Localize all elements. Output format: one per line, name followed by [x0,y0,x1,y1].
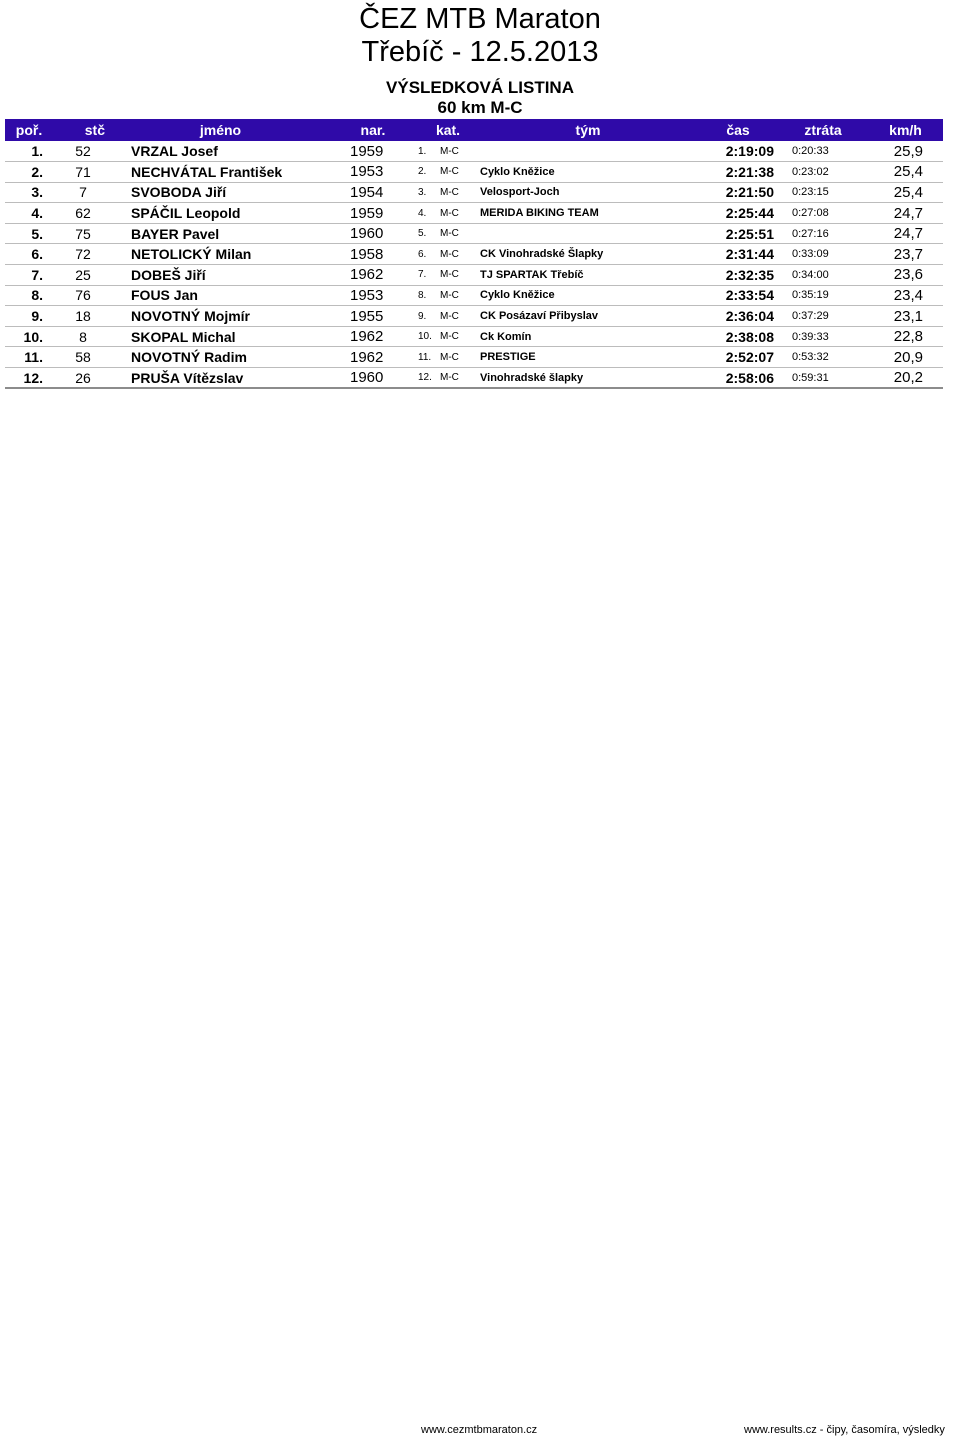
category-cell: M-C [438,223,478,244]
category-cell: M-C [438,306,478,327]
birth-year-cell: 1955 [328,306,418,327]
birth-year-cell: 1959 [328,141,418,162]
col-header-nar: nar. [360,122,386,138]
table-header-row [5,119,943,141]
category-cell: M-C [438,244,478,265]
birth-year-cell: 1960 [328,223,418,244]
rank-cell: 3. [5,182,53,203]
team-cell: PRESTIGE [478,347,698,368]
event-place-date: Třebíč - 12.5.2013 [361,36,599,68]
start-number-cell: 76 [53,285,113,306]
category-cell: M-C [438,265,478,286]
time-loss-cell: 0:34:00 [778,265,868,286]
rank-cell: 4. [5,203,53,224]
rider-name-cell: BAYER Pavel [113,223,328,244]
category-rank-cell: 2. [418,162,438,183]
team-cell [478,223,698,244]
col-header-kmh: km/h [889,122,922,138]
category-cell: M-C [438,203,478,224]
birth-year-cell: 1953 [328,285,418,306]
category-cell: M-C [438,347,478,368]
time-cell: 2:36:04 [698,306,778,327]
time-cell: 2:31:44 [698,244,778,265]
category-cell: M-C [438,162,478,183]
event-title: ČEZ MTB Maraton [359,3,601,35]
time-loss-cell: 0:23:15 [778,182,868,203]
team-cell: CK Vinohradské Šlapky [478,244,698,265]
team-cell: Vinohradské šlapky [478,368,698,389]
table-row [5,162,943,183]
category-cell: M-C [438,326,478,347]
time-loss-cell: 0:53:32 [778,347,868,368]
rank-cell: 10. [5,326,53,347]
col-header-tym: tým [575,122,601,138]
rank-cell: 8. [5,285,53,306]
table-row [5,223,943,244]
speed-cell: 20,9 [868,347,943,368]
time-loss-cell: 0:27:08 [778,203,868,224]
speed-cell: 23,4 [868,285,943,306]
category-rank-cell: 12. [418,368,438,389]
category-rank-cell: 1. [418,141,438,162]
team-cell: TJ SPARTAK Třebíč [478,265,698,286]
category-rank-cell: 5. [418,223,438,244]
time-loss-cell: 0:59:31 [778,368,868,389]
category-rank-cell: 11. [418,347,438,368]
table-row [5,285,943,306]
col-header-kat: kat. [435,122,461,138]
rank-cell: 9. [5,306,53,327]
rank-cell: 11. [5,347,53,368]
col-header-por: poř. [15,122,43,138]
category-cell: M-C [438,182,478,203]
birth-year-cell: 1962 [328,347,418,368]
team-cell: Velosport-Joch [478,182,698,203]
time-loss-cell: 0:39:33 [778,326,868,347]
time-loss-cell: 0:33:09 [778,244,868,265]
rider-name-cell: NETOLICKÝ Milan [113,244,328,265]
time-loss-cell: 0:20:33 [778,141,868,162]
speed-cell: 25,4 [868,162,943,183]
birth-year-cell: 1959 [328,203,418,224]
team-cell: CK Posázaví Přibyslav [478,306,698,327]
category-cell: M-C [438,368,478,389]
rank-cell: 2. [5,162,53,183]
category-rank-cell: 4. [418,203,438,224]
birth-year-cell: 1962 [328,326,418,347]
rider-name-cell: DOBEŠ Jiří [113,265,328,286]
category-rank-cell: 9. [418,306,438,327]
start-number-cell: 58 [53,347,113,368]
team-cell: MERIDA BIKING TEAM [478,203,698,224]
table-row [5,203,943,224]
time-loss-cell: 0:27:16 [778,223,868,244]
start-number-cell: 71 [53,162,113,183]
category-cell: M-C [438,285,478,306]
speed-cell: 23,7 [868,244,943,265]
table-row [5,326,943,347]
time-cell: 2:58:06 [698,368,778,389]
footer-website: www.cezmtbmaraton.cz [421,1424,538,1436]
col-header-ztrata: ztráta [804,122,842,138]
table-row [5,265,943,286]
rank-cell: 12. [5,368,53,389]
speed-cell: 22,8 [868,326,943,347]
start-number-cell: 18 [53,306,113,327]
time-cell: 2:21:50 [698,182,778,203]
table-row [5,141,943,162]
time-cell: 2:32:35 [698,265,778,286]
category-heading: 60 km M-C [437,98,523,117]
table-row [5,368,943,389]
category-rank-cell: 6. [418,244,438,265]
rank-cell: 7. [5,265,53,286]
category-rank-cell: 7. [418,265,438,286]
category-rank-cell: 10. [418,326,438,347]
rank-cell: 1. [5,141,53,162]
category-rank-cell: 3. [418,182,438,203]
rank-cell: 5. [5,223,53,244]
rider-name-cell: NOVOTNÝ Mojmír [113,306,328,327]
time-loss-cell: 0:37:29 [778,306,868,327]
category-rank-cell: 8. [418,285,438,306]
birth-year-cell: 1958 [328,244,418,265]
start-number-cell: 72 [53,244,113,265]
speed-cell: 20,2 [868,368,943,389]
rider-name-cell: VRZAL Josef [113,141,328,162]
time-cell: 2:21:38 [698,162,778,183]
start-number-cell: 52 [53,141,113,162]
table-row [5,306,943,327]
time-loss-cell: 0:23:02 [778,162,868,183]
results-body [5,141,943,388]
start-number-cell: 25 [53,265,113,286]
time-loss-cell: 0:35:19 [778,285,868,306]
col-header-jmeno: jméno [199,122,242,138]
team-cell: Ck Komín [478,326,698,347]
rider-name-cell: NECHVÁTAL František [113,162,328,183]
team-cell [478,141,698,162]
rider-name-cell: PRUŠA Vítězslav [113,368,328,389]
team-cell: Cyklo Kněžice [478,285,698,306]
table-row [5,347,943,368]
speed-cell: 25,4 [868,182,943,203]
category-cell: M-C [438,141,478,162]
rider-name-cell: NOVOTNÝ Radim [113,347,328,368]
speed-cell: 24,7 [868,203,943,224]
rider-name-cell: SKOPAL Michal [113,326,328,347]
birth-year-cell: 1953 [328,162,418,183]
footer-results-provider: www.results.cz - čipy, časomíra, výsledky [744,1424,945,1436]
rider-name-cell: SPÁČIL Leopold [113,203,328,224]
speed-cell: 23,1 [868,306,943,327]
birth-year-cell: 1962 [328,265,418,286]
col-header-cas: čas [726,122,750,138]
start-number-cell: 62 [53,203,113,224]
speed-cell: 23,6 [868,265,943,286]
speed-cell: 25,9 [868,141,943,162]
results-heading: VÝSLEDKOVÁ LISTINA [386,78,574,97]
birth-year-cell: 1954 [328,182,418,203]
results-table [5,119,943,389]
table-row [5,244,943,265]
start-number-cell: 8 [53,326,113,347]
col-header-stc: stč [84,122,105,138]
time-cell: 2:52:07 [698,347,778,368]
time-cell: 2:19:09 [698,141,778,162]
start-number-cell: 75 [53,223,113,244]
table-row [5,182,943,203]
start-number-cell: 7 [53,182,113,203]
rank-cell: 6. [5,244,53,265]
birth-year-cell: 1960 [328,368,418,389]
time-cell: 2:25:51 [698,223,778,244]
time-cell: 2:25:44 [698,203,778,224]
rider-name-cell: FOUS Jan [113,285,328,306]
time-cell: 2:38:08 [698,326,778,347]
start-number-cell: 26 [53,368,113,389]
time-cell: 2:33:54 [698,285,778,306]
speed-cell: 24,7 [868,223,943,244]
team-cell: Cyklo Kněžice [478,162,698,183]
rider-name-cell: SVOBODA Jiří [113,182,328,203]
